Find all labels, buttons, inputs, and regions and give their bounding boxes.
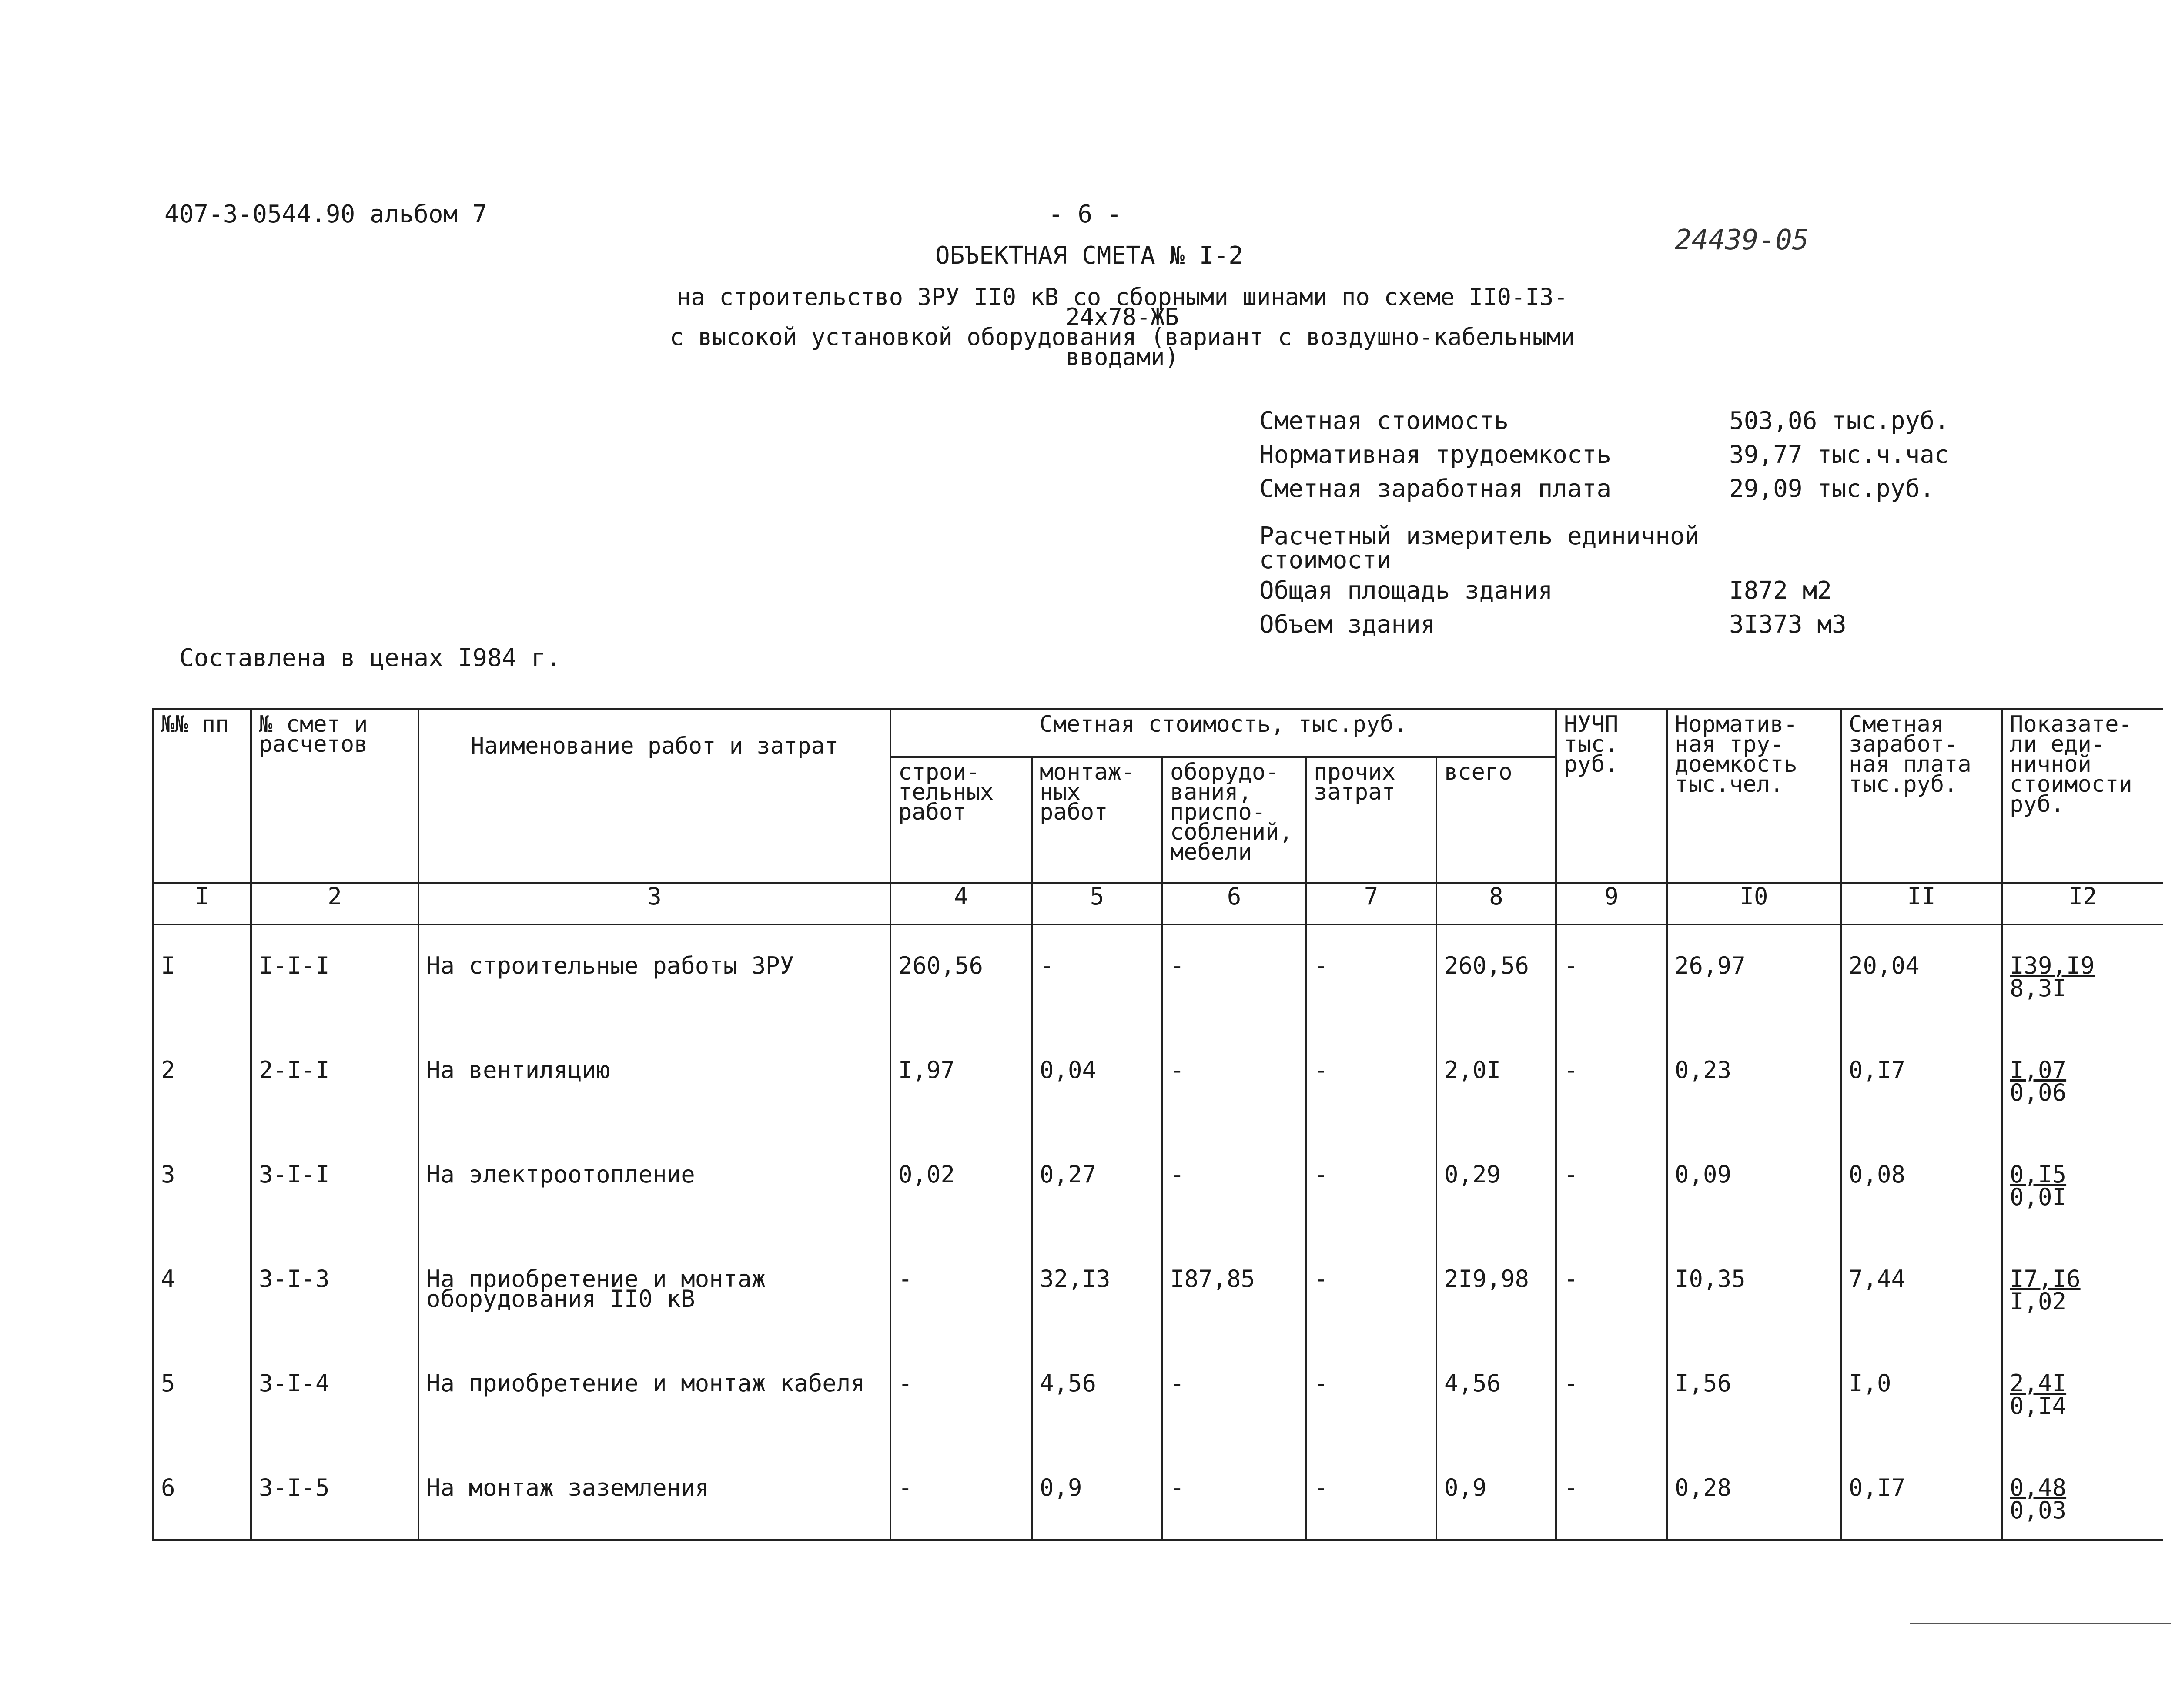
cell-wage: 0,I7 xyxy=(1841,1447,2002,1540)
cell-wage: 0,I7 xyxy=(1841,1030,2002,1134)
cell-labor: 0,28 xyxy=(1667,1447,1841,1540)
cell-install: 0,27 xyxy=(1032,1134,1162,1239)
column-number: I2 xyxy=(2002,883,2163,924)
cell-num: 4 xyxy=(153,1239,251,1343)
cell-other: - xyxy=(1306,1239,1436,1343)
index-denominator: 0,I4 xyxy=(2010,1392,2067,1420)
table-row xyxy=(153,1239,2163,1343)
table-row xyxy=(153,1343,2163,1447)
cell-constr: - xyxy=(890,1343,1032,1447)
cell-total: 0,9 xyxy=(1436,1447,1556,1540)
subtitle-line-2: с высокой установкой оборудования (вариант с воздушно-кабельными xyxy=(669,323,1575,351)
index-denominator: 0,0I xyxy=(2010,1183,2067,1211)
header-equipment: оборудо-вания, приспо-соблений, мебели xyxy=(1162,757,1306,883)
cell-install: 32,I3 xyxy=(1032,1239,1162,1343)
cell-name: На строительные работы ЗРУ xyxy=(418,924,890,1030)
cell-equip: I87,85 xyxy=(1162,1239,1306,1343)
table-row xyxy=(153,1447,2163,1540)
cell-constr: 260,56 xyxy=(890,924,1032,1030)
cell-equip: - xyxy=(1162,924,1306,1030)
header-labor: Норматив-ная тру-доемкость тыс.чел. xyxy=(1667,709,1841,883)
index-denominator: 0,03 xyxy=(2010,1497,2067,1524)
column-number: I xyxy=(153,883,251,924)
header-work-name: Наименование работ и затрат xyxy=(418,709,890,883)
index-numerator: 0,48 xyxy=(2010,1474,2067,1501)
column-number: 4 xyxy=(890,883,1032,924)
cell-nuchp: - xyxy=(1556,1134,1667,1239)
cell-other: - xyxy=(1306,1134,1436,1239)
cell-total: 260,56 xyxy=(1436,924,1556,1030)
header-cost-group: Сметная стоимость, тыс.руб. xyxy=(890,709,1556,757)
cell-total: 0,29 xyxy=(1436,1134,1556,1239)
cell-equip: - xyxy=(1162,1134,1306,1239)
index-numerator: I39,I9 xyxy=(2010,952,2095,979)
cell-nuchp: - xyxy=(1556,1030,1667,1134)
cell-name: На приобретение и монтаж кабеля xyxy=(418,1343,890,1447)
signature-line xyxy=(1910,1614,2171,1624)
header-nuchp: НУЧП тыс. руб. xyxy=(1556,709,1667,883)
column-number: 5 xyxy=(1032,883,1162,924)
header-construction: строи-тельных работ xyxy=(890,757,1032,883)
index-numerator: I7,I6 xyxy=(2010,1265,2081,1293)
meter-label-line-2: стоимости xyxy=(1259,546,1392,574)
index-denominator: I,02 xyxy=(2010,1288,2067,1315)
wage-label: Сметная заработная плата xyxy=(1259,475,1612,503)
column-number: 7 xyxy=(1306,883,1436,924)
header-estimate-ref: № смет и расчетов xyxy=(251,709,418,883)
column-number: 9 xyxy=(1556,883,1667,924)
index-numerator: 2,4I xyxy=(2010,1370,2067,1397)
cell-name: На приобретение и монтаж оборудования II0 кВ xyxy=(418,1239,890,1343)
header-unit-index: Показате-ли еди-ничной стоимости руб. xyxy=(2002,709,2163,883)
column-number: 2 xyxy=(251,883,418,924)
cell-install: - xyxy=(1032,924,1162,1030)
table-row xyxy=(153,1030,2163,1134)
cell-constr: - xyxy=(890,1239,1032,1343)
column-number: 8 xyxy=(1436,883,1556,924)
cell-index xyxy=(2002,924,2163,1030)
cell-total: 4,56 xyxy=(1436,1343,1556,1447)
cell-index xyxy=(2002,1239,2163,1343)
page-number: - 6 - xyxy=(1048,200,1122,228)
cell-est: 2-I-I xyxy=(251,1030,418,1134)
column-number: 3 xyxy=(418,883,890,924)
header-wage: Сметная заработ-ная плата тыс.руб. xyxy=(1841,709,2002,883)
prices-note: Составлена в ценах I984 г. xyxy=(179,644,561,672)
cell-index xyxy=(2002,1030,2163,1134)
volume-label: Объем здания xyxy=(1259,610,1436,639)
cell-equip: - xyxy=(1162,1030,1306,1134)
column-number: 6 xyxy=(1162,883,1306,924)
cell-constr: - xyxy=(890,1447,1032,1540)
subtitle-line-3: вводами) xyxy=(1065,343,1179,371)
handwritten-code: 24439-05 xyxy=(1675,224,1809,256)
index-numerator: I,07 xyxy=(2010,1056,2067,1084)
volume-value: 3I373 м3 xyxy=(1729,610,1847,639)
index-denominator: 8,3I xyxy=(2010,975,2067,1002)
cell-other: - xyxy=(1306,924,1436,1030)
cell-wage: 20,04 xyxy=(1841,924,2002,1030)
cell-labor: 26,97 xyxy=(1667,924,1841,1030)
cost-label: Сметная стоимость xyxy=(1259,407,1509,435)
cell-index xyxy=(2002,1134,2163,1239)
cell-name: На монтаж заземления xyxy=(418,1447,890,1540)
table-row xyxy=(153,1134,2163,1239)
cell-est: 3-I-3 xyxy=(251,1239,418,1343)
page-title: ОБЪЕКТНАЯ СМЕТА № I-2 xyxy=(935,241,1244,270)
labor-value: 39,77 тыс.ч.час xyxy=(1729,441,1949,469)
cell-total: 2I9,98 xyxy=(1436,1239,1556,1343)
cell-est: I-I-I xyxy=(251,924,418,1030)
cell-est: 3-I-5 xyxy=(251,1447,418,1540)
cell-constr: 0,02 xyxy=(890,1134,1032,1239)
header-num: №№ пп xyxy=(153,709,251,883)
subtitle-line-1: на строительство ЗРУ II0 кВ со сборными шинами по схеме II0-I3-24х78-ЖБ xyxy=(676,283,1568,331)
page-subtitle xyxy=(644,283,1601,371)
header-other: прочих затрат xyxy=(1306,757,1436,883)
meter-label-line-1: Расчетный измеритель единичной xyxy=(1259,522,1700,550)
cell-total: 2,0I xyxy=(1436,1030,1556,1134)
area-value: I872 м2 xyxy=(1729,576,1832,605)
cell-index xyxy=(2002,1447,2163,1540)
area-label: Общая площадь здания xyxy=(1259,576,1553,605)
index-denominator: 0,06 xyxy=(2010,1079,2067,1106)
cell-constr: I,97 xyxy=(890,1030,1032,1134)
cell-labor: 0,23 xyxy=(1667,1030,1841,1134)
cell-equip: - xyxy=(1162,1447,1306,1540)
header-total: всего xyxy=(1436,757,1556,883)
cell-num: 5 xyxy=(153,1343,251,1447)
labor-label: Нормативная трудоемкость xyxy=(1259,441,1612,469)
cell-nuchp: - xyxy=(1556,924,1667,1030)
cell-name: На вентиляцию xyxy=(418,1030,890,1134)
cell-num: 2 xyxy=(153,1030,251,1134)
cell-nuchp: - xyxy=(1556,1343,1667,1447)
wage-value: 29,09 тыс.руб. xyxy=(1729,475,1935,503)
cell-other: - xyxy=(1306,1447,1436,1540)
cell-equip: - xyxy=(1162,1343,1306,1447)
cell-other: - xyxy=(1306,1030,1436,1134)
cell-other: - xyxy=(1306,1343,1436,1447)
table-row xyxy=(153,924,2163,1030)
cost-value: 503,06 тыс.руб. xyxy=(1729,407,1949,435)
cell-num: I xyxy=(153,924,251,1030)
cell-est: 3-I-I xyxy=(251,1134,418,1239)
cell-labor: I0,35 xyxy=(1667,1239,1841,1343)
estimate-table xyxy=(152,708,2163,1541)
cell-install: 0,04 xyxy=(1032,1030,1162,1134)
index-numerator: 0,I5 xyxy=(2010,1161,2067,1188)
document-code: 407-3-0544.90 альбом 7 xyxy=(164,200,487,228)
cell-install: 0,9 xyxy=(1032,1447,1162,1540)
cell-install: 4,56 xyxy=(1032,1343,1162,1447)
cell-est: 3-I-4 xyxy=(251,1343,418,1447)
cell-name: На электроотопление xyxy=(418,1134,890,1239)
cell-wage: I,0 xyxy=(1841,1343,2002,1447)
header-installation: монтаж-ных работ xyxy=(1032,757,1162,883)
cell-num: 6 xyxy=(153,1447,251,1540)
cell-wage: 0,08 xyxy=(1841,1134,2002,1239)
cell-labor: 0,09 xyxy=(1667,1134,1841,1239)
cell-wage: 7,44 xyxy=(1841,1239,2002,1343)
cell-index xyxy=(2002,1343,2163,1447)
cell-nuchp: - xyxy=(1556,1239,1667,1343)
cell-labor: I,56 xyxy=(1667,1343,1841,1447)
cell-num: 3 xyxy=(153,1134,251,1239)
column-number: I0 xyxy=(1667,883,1841,924)
cell-nuchp: - xyxy=(1556,1447,1667,1540)
column-number: II xyxy=(1841,883,2002,924)
